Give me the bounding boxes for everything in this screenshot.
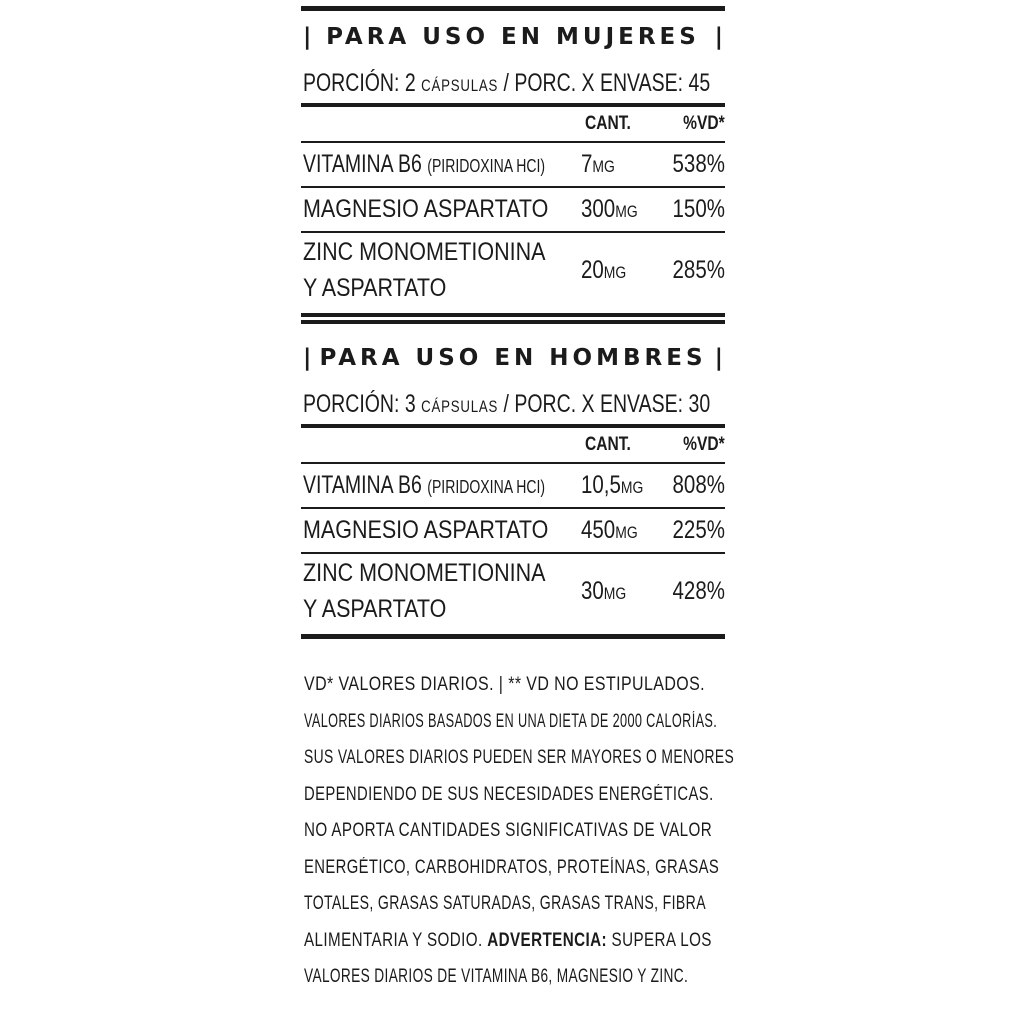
footer-line: VALORES DIARIOS BASADOS EN UNA DIETA DE 2000 CALORÍAS.	[304, 710, 718, 732]
footer-line: ALIMENTARIA Y SODIO. ADVERTENCIA: SUPERA LOS	[304, 929, 712, 951]
men-col-vd: %VD*	[683, 434, 725, 455]
nutrition-label	[301, 6, 735, 996]
table-row	[301, 554, 725, 628]
nutrient-amount: 300	[581, 195, 616, 223]
women-col-vd: %VD*	[683, 113, 725, 134]
footer-line: SUS VALORES DIARIOS PUEDEN SER MAYORES O MENORES	[304, 747, 735, 768]
footer-line: NO APORTA CANTIDADES SIGNIFICATIVAS DE VALOR	[304, 820, 713, 841]
women-portion-text	[303, 69, 710, 98]
women-col-amount: CANT.	[585, 113, 631, 134]
table-row	[301, 464, 725, 507]
table-row	[301, 188, 725, 231]
nutrient-amount: 7	[581, 150, 593, 178]
nutrient-amount: 20	[581, 255, 604, 284]
nutrient-unit: MG	[603, 262, 627, 282]
nutrient-amount: 10,5	[581, 471, 621, 499]
women-portion	[301, 63, 725, 103]
men-portion-unit: CÁPSULAS	[421, 396, 499, 416]
women-portion-suffix: / PORC. X ENVASE: 45	[503, 68, 711, 97]
men-col-amount: CANT.	[585, 434, 631, 455]
nutrient-vd: 428%	[672, 576, 725, 605]
title-bar-right: |	[714, 24, 723, 50]
men-portion	[301, 384, 725, 424]
men-portion-prefix: PORCIÓN: 3	[303, 389, 416, 418]
nutrient-name-line2: Y ASPARTATO	[303, 595, 447, 623]
table-row	[301, 143, 725, 186]
nutrient-vd: 150%	[672, 195, 725, 223]
nutrient-name: MAGNESIO ASPARTATO	[303, 195, 549, 223]
warning-label: ADVERTENCIA:	[487, 929, 607, 951]
nutrient-amount: 450	[581, 516, 616, 544]
nutrient-unit: MG	[615, 523, 638, 542]
women-title-text: PARA USO EN MUJERES	[326, 24, 700, 50]
nutrient-sub: (PIRIDOXINA HCI)	[427, 156, 546, 176]
title-bar-right: |	[714, 345, 723, 371]
title-bar-left: |	[303, 24, 312, 50]
title-bar-left: |	[303, 345, 312, 371]
nutrient-name: VITAMINA B6	[303, 150, 422, 178]
nutrient-sub: (PIRIDOXINA HCI)	[427, 477, 546, 497]
footer-notes	[301, 667, 735, 996]
footer-line: VALORES DIARIOS DE VITAMINA B6, MAGNESIO Y ZINC.	[304, 966, 689, 987]
nutrient-vd: 808%	[672, 471, 725, 499]
footer-line: DEPENDIENDO DE SUS NECESIDADES ENERGÉTICAS.	[304, 783, 714, 805]
section-end-rule	[301, 634, 725, 639]
nutrient-unit: MG	[592, 157, 615, 176]
women-section-title	[301, 11, 725, 63]
nutrient-amount: 30	[581, 576, 604, 605]
nutrient-unit: MG	[615, 202, 638, 221]
nutrient-name: VITAMINA B6	[303, 471, 422, 499]
men-title-text: PARA USO EN HOMBRES	[319, 345, 707, 371]
nutrient-unit: MG	[603, 583, 627, 603]
table-row	[301, 233, 725, 307]
men-column-header	[301, 428, 725, 462]
women-column-header	[301, 107, 725, 141]
women-portion-unit: CÁPSULAS	[421, 75, 499, 95]
nutrient-unit: MG	[620, 478, 644, 497]
footer-line: ENERGÉTICO, CARBOHIDRATOS, PROTEÍNAS, GRASAS	[304, 856, 720, 878]
nutrient-name-line1: ZINC MONOMETIONINA	[303, 559, 546, 587]
nutrient-name-line2: Y ASPARTATO	[303, 274, 447, 302]
nutrient-vd: 538%	[672, 150, 725, 178]
nutrient-name-line1: ZINC MONOMETIONINA	[303, 238, 546, 266]
nutrient-name: MAGNESIO ASPARTATO	[303, 516, 549, 544]
footer-line: TOTALES, GRASAS SATURADAS, GRASAS TRANS, FIBRA	[304, 893, 706, 914]
table-row	[301, 509, 725, 552]
nutrient-vd: 225%	[672, 516, 725, 544]
men-portion-suffix: / PORC. X ENVASE: 30	[503, 389, 711, 418]
footer-line: VD* VALORES DIARIOS. | ** VD NO ESTIPULADOS.	[304, 674, 706, 695]
nutrient-vd: 285%	[672, 255, 725, 284]
women-portion-prefix: PORCIÓN: 2	[303, 68, 416, 97]
men-portion-text	[303, 390, 710, 419]
men-section-title	[301, 332, 725, 384]
